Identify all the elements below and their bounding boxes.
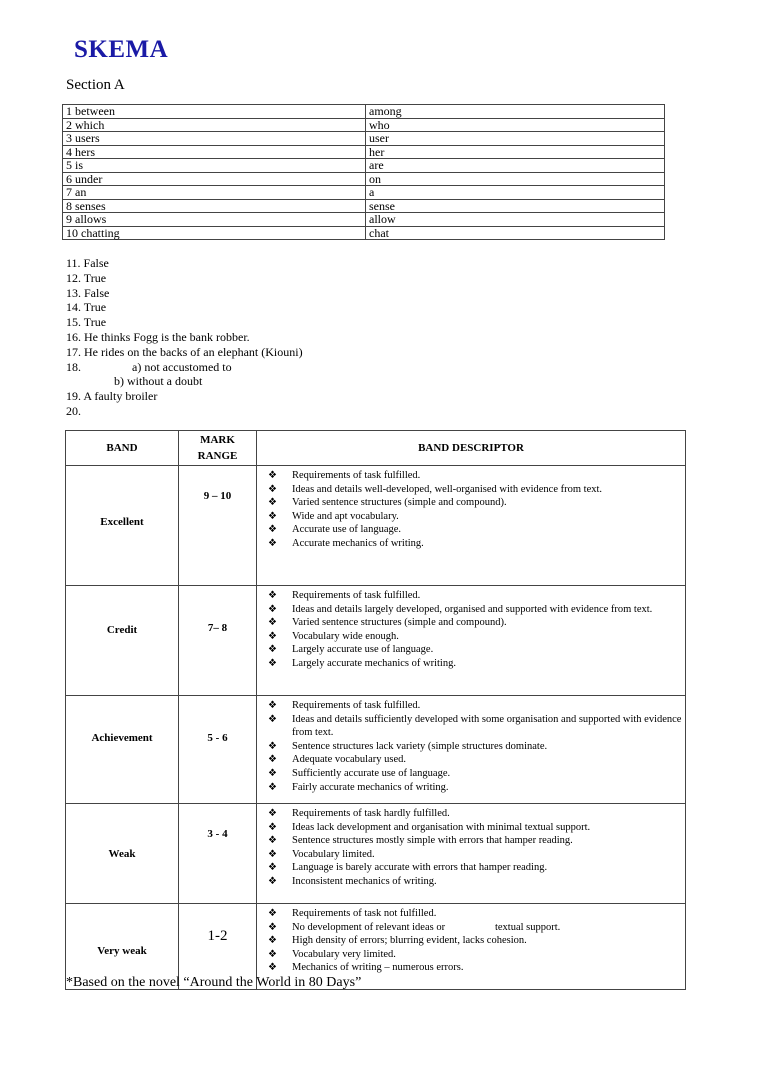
- band-name: Very weak: [66, 904, 179, 990]
- answer-correction: allow: [366, 213, 665, 227]
- answer-correction: chat: [366, 226, 665, 240]
- band-name: Weak: [66, 804, 179, 904]
- descriptor-text: Sentence structures lack variety (simple structures dominate.: [292, 740, 548, 752]
- descriptor-item: [268, 907, 684, 921]
- descriptor-text: Requirements of task fulfilled.: [292, 700, 421, 711]
- descriptor-text: Vocabulary very limited.: [292, 948, 396, 960]
- descriptor-text: Wide and apt vocabulary.: [292, 510, 399, 522]
- descriptor-text: Ideas and details well-developed, well-organised with evidence from text.: [292, 483, 603, 495]
- descriptor-item: [268, 753, 684, 767]
- descriptor-item: [268, 510, 684, 524]
- descriptor-text: Ideas and details sufficiently developed with some organisation and supported with evidence from text.: [292, 713, 685, 739]
- descriptor-item: [268, 834, 684, 848]
- descriptor-item: [268, 861, 684, 875]
- table-row: [63, 213, 665, 227]
- band-descriptor-table: [65, 430, 686, 990]
- table-row: [63, 172, 665, 186]
- descriptor-text: Fairly accurate mechanics of writing.: [292, 781, 449, 793]
- rubric-row: [66, 804, 686, 904]
- header-band-descriptor: BAND DESCRIPTOR: [257, 431, 686, 466]
- descriptor-text: Vocabulary limited.: [292, 848, 375, 860]
- bullet-icon: ❖: [268, 767, 277, 779]
- mark-range: 1-2: [179, 904, 257, 990]
- descriptor-text: Accurate mechanics of writing.: [292, 537, 424, 549]
- descriptor-text: Largely accurate mechanics of writing.: [292, 657, 456, 669]
- answer-correction: who: [366, 118, 665, 132]
- bullet-icon: ❖: [268, 835, 277, 847]
- mark-range: 3 - 4: [179, 804, 257, 904]
- answer-original: 2 which: [63, 118, 366, 132]
- bullet-icon: ❖: [268, 921, 277, 933]
- descriptor-text: Varied sentence structures (simple and compound).: [292, 497, 507, 509]
- descriptor-item: [268, 496, 684, 510]
- bullet-icon: ❖: [268, 657, 277, 669]
- descriptor-text: Language is barely accurate with errors that hamper reading.: [292, 862, 548, 874]
- answer-original: 9 allows: [63, 213, 366, 227]
- table-row: [63, 226, 665, 240]
- bullet-icon: ❖: [268, 821, 277, 833]
- bullet-icon: ❖: [268, 644, 277, 656]
- list-item: 20.: [66, 403, 81, 418]
- descriptor-text: Ideas and details largely developed, organised and supported with evidence from text.: [292, 603, 653, 615]
- list-item: 14. True: [66, 300, 107, 315]
- descriptor-item: [268, 934, 684, 948]
- answer-correction: on: [366, 172, 665, 186]
- descriptor-text: Requirements of task fulfilled.: [292, 590, 421, 601]
- band-name: Achievement: [66, 696, 179, 804]
- list-subitem: b) without a doubt: [114, 374, 203, 389]
- answer-original: 7 an: [63, 186, 366, 200]
- band-descriptor: [257, 696, 686, 804]
- band-descriptor: [257, 586, 686, 696]
- section-heading: Section A: [66, 77, 125, 93]
- bullet-icon: ❖: [268, 875, 277, 887]
- descriptor-text: Requirements of task hardly fulfilled.: [292, 808, 450, 819]
- bullet-icon: ❖: [268, 740, 277, 752]
- page-title: SKEMA: [74, 36, 169, 63]
- list-item: 15. True: [66, 315, 107, 330]
- list-item: 17. He rides on the backs of an elephant (Kiouni): [66, 344, 303, 359]
- descriptor-item: [268, 781, 684, 795]
- answer-correction: among: [366, 105, 665, 119]
- descriptor-item: [268, 948, 684, 962]
- bullet-icon: ❖: [268, 962, 277, 974]
- bullet-icon: ❖: [268, 754, 277, 766]
- band-name: Excellent: [66, 466, 179, 586]
- list-subitem: a) not accustomed to: [132, 359, 232, 374]
- bullet-icon: ❖: [268, 781, 277, 793]
- descriptor-item: [268, 875, 684, 889]
- band-descriptor: [257, 466, 686, 586]
- list-item: [66, 360, 303, 375]
- rubric-row: [66, 466, 686, 586]
- descriptor-text: Varied sentence structures (simple and compound).: [292, 617, 507, 629]
- descriptor-text: High density of errors; blurring evident, lacks cohesion.: [292, 935, 527, 947]
- descriptor-item: [268, 713, 684, 740]
- table-row: [63, 118, 665, 132]
- bullet-icon: ❖: [268, 848, 277, 860]
- descriptor-item: [268, 807, 684, 821]
- descriptor-text: Sentence structures mostly simple with errors that hamper reading.: [292, 835, 573, 847]
- descriptor-item: [268, 657, 684, 671]
- descriptor-text: Inconsistent mechanics of writing.: [292, 875, 437, 887]
- bullet-icon: ❖: [268, 524, 277, 536]
- bullet-icon: ❖: [268, 497, 277, 509]
- descriptor-item: [268, 767, 684, 781]
- descriptor-text: Requirements of task not fulfilled.: [292, 908, 437, 919]
- descriptor-item: [268, 699, 684, 713]
- bullet-icon: ❖: [268, 948, 277, 960]
- descriptor-item: [268, 821, 684, 835]
- answer-original: 8 senses: [63, 199, 366, 213]
- answer-correction: are: [366, 159, 665, 173]
- list-item-number: 18.: [66, 359, 81, 374]
- band-name: Credit: [66, 586, 179, 696]
- answer-original: 10 chatting: [63, 226, 366, 240]
- table-row: [63, 145, 665, 159]
- answer-original: 1 between: [63, 105, 366, 119]
- header-mark-range: MARK RANGE: [179, 431, 257, 466]
- list-item: 13. False: [66, 285, 110, 300]
- answer-correction: a: [366, 186, 665, 200]
- answer-correction: sense: [366, 199, 665, 213]
- bullet-icon: ❖: [268, 590, 277, 601]
- descriptor-text: Adequate vocabulary used.: [292, 754, 406, 766]
- list-item: 11. False: [66, 256, 109, 270]
- descriptor-text: Largely accurate use of language.: [292, 644, 434, 656]
- mark-range: 7– 8: [179, 586, 257, 696]
- bullet-icon: ❖: [268, 808, 277, 819]
- list-item: 12. True: [66, 270, 107, 285]
- bullet-icon: ❖: [268, 537, 277, 549]
- answer-correction: user: [366, 132, 665, 146]
- descriptor-item: [268, 961, 684, 975]
- list-item: 19. A faulty broiler: [66, 389, 158, 404]
- descriptor-text: Requirements of task fulfilled.: [292, 470, 421, 481]
- bullet-icon: ❖: [268, 470, 277, 481]
- descriptor-item: [268, 740, 684, 754]
- table-row: [63, 132, 665, 146]
- bullet-icon: ❖: [268, 483, 277, 495]
- bullet-icon: ❖: [268, 862, 277, 874]
- answer-table: [62, 104, 665, 240]
- descriptor-item: [268, 589, 684, 603]
- descriptor-item: [268, 483, 684, 497]
- bullet-icon: ❖: [268, 713, 277, 725]
- descriptor-item: [268, 616, 684, 630]
- descriptor-text: Sufficiently accurate use of language.: [292, 767, 451, 779]
- answer-original: 6 under: [63, 172, 366, 186]
- table-row: [63, 199, 665, 213]
- descriptor-text: Mechanics of writing – numerous errors.: [292, 962, 464, 974]
- bullet-icon: ❖: [268, 510, 277, 522]
- rubric-row: [66, 586, 686, 696]
- descriptor-item: [268, 848, 684, 862]
- bullet-icon: ❖: [268, 908, 277, 919]
- mark-range: 9 – 10: [179, 466, 257, 586]
- descriptor-item: [268, 643, 684, 657]
- descriptor-item: [268, 537, 684, 551]
- rubric-row: [66, 696, 686, 804]
- bullet-icon: ❖: [268, 630, 277, 642]
- descriptor-item: [268, 921, 684, 935]
- descriptor-item: [268, 469, 684, 483]
- descriptor-text: No development of relevant ideas or textual support.: [292, 921, 561, 933]
- header-band: BAND: [66, 431, 179, 466]
- list-item: 16. He thinks Fogg is the bank robber.: [66, 329, 250, 344]
- table-row: [63, 159, 665, 173]
- answer-list: [66, 256, 303, 419]
- answer-correction: her: [366, 145, 665, 159]
- descriptor-text: Ideas lack development and organisation with minimal textual support.: [292, 821, 591, 833]
- table-row: [63, 105, 665, 119]
- descriptor-item: [268, 523, 684, 537]
- descriptor-text: Accurate use of language.: [292, 524, 402, 536]
- bullet-icon: ❖: [268, 935, 277, 947]
- answer-original: 3 users: [63, 132, 366, 146]
- answer-original: 5 is: [63, 159, 366, 173]
- bullet-icon: ❖: [268, 617, 277, 629]
- descriptor-text: Vocabulary wide enough.: [292, 630, 399, 642]
- table-row: [63, 186, 665, 200]
- band-descriptor: [257, 804, 686, 904]
- descriptor-item: [268, 630, 684, 644]
- bullet-icon: ❖: [268, 603, 277, 615]
- descriptor-item: [268, 603, 684, 617]
- footnote: *Based on the novel “Around the World in 80 Days”: [66, 975, 362, 990]
- answer-original: 4 hers: [63, 145, 366, 159]
- bullet-icon: ❖: [268, 700, 277, 711]
- mark-range: 5 - 6: [179, 696, 257, 804]
